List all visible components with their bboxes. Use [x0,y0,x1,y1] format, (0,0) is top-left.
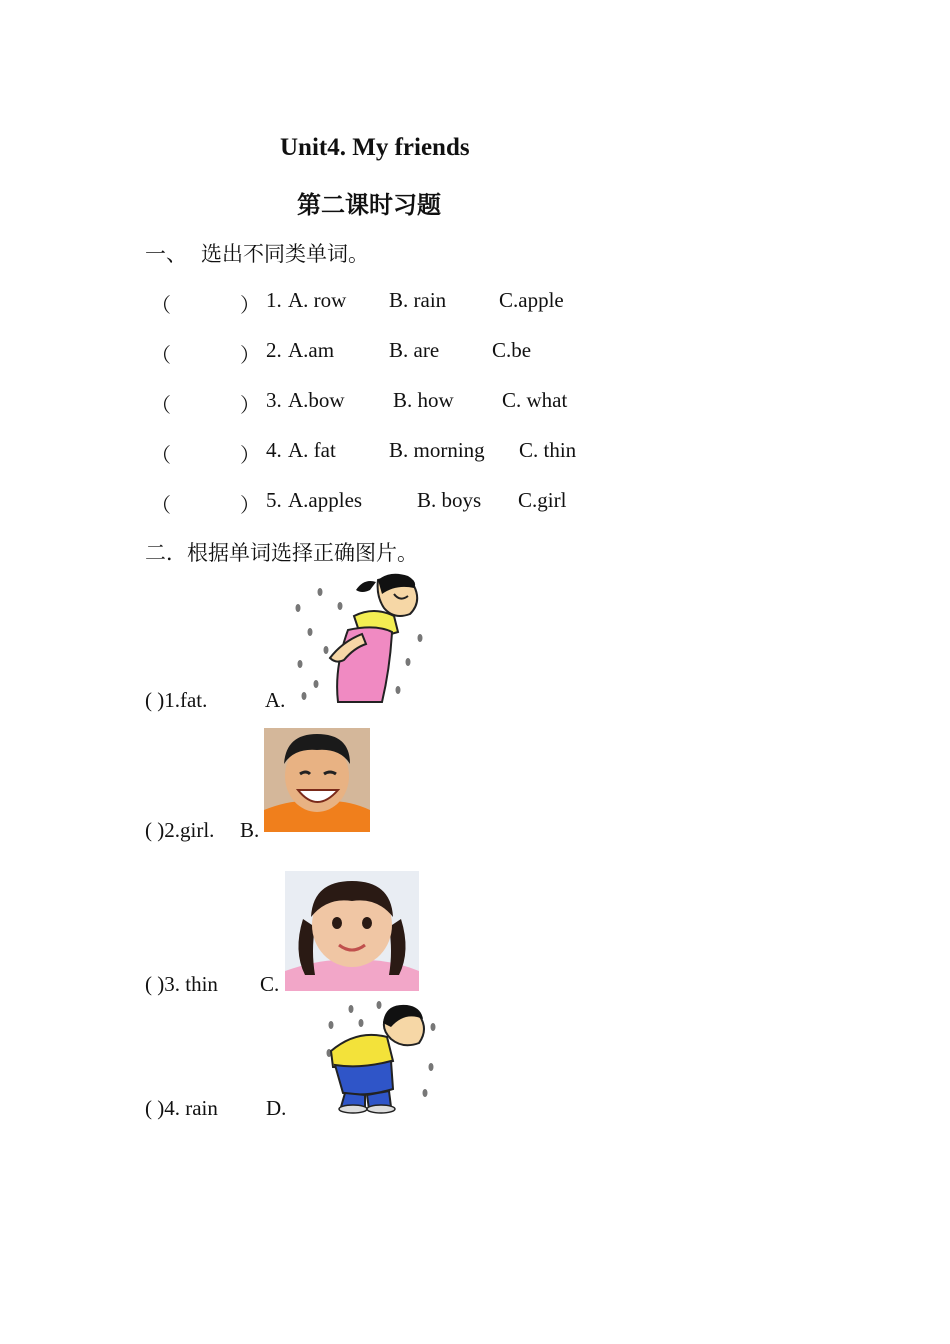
option-b: B. morning [389,438,485,462]
question-number: 4. [266,438,282,462]
option-a: A. row [288,288,347,312]
question-number: 1. [266,288,282,312]
match-question: ( )1.fat. [145,688,208,712]
match-question: ( )4. rain [145,1096,218,1120]
option-a: A.apples [288,488,363,512]
option-a: A.am [288,338,335,362]
answer-close-paren: ） [240,445,260,467]
match-letter: A. [265,688,286,712]
option-a: A.bow [288,388,345,412]
page-subtitle: 第二课时习题 [297,193,441,219]
section1-heading: 选出不同类单词。 [201,242,369,266]
option-c: C.apple [499,288,564,312]
answer-close-paren: ） [240,295,260,317]
answer-open-paren: （ [151,495,171,517]
section1-number: 一、 [145,242,187,266]
option-c: C.be [492,338,532,362]
girl-in-rain-image [290,572,438,708]
match-question: ( )2.girl. [145,818,215,842]
answer-open-paren: （ [151,395,171,417]
option-c: C. what [502,388,568,412]
option-b: B. are [389,338,440,362]
option-c: C. thin [519,438,577,462]
match-letter: B. [240,818,260,842]
answer-close-paren: ） [240,395,260,417]
smiling-boy-image [264,728,370,832]
option-c: C.girl [518,488,567,512]
girl-with-pigtails-image [285,871,419,991]
match-question: ( )3. thin [145,972,218,996]
question-number: 2. [266,338,282,362]
boy-in-rain-image [321,997,441,1115]
answer-close-paren: ） [240,345,260,367]
answer-close-paren: ） [240,495,260,517]
option-b: B. rain [389,288,447,312]
question-number: 5. [266,488,282,512]
match-letter: D. [266,1096,287,1120]
option-b: B. how [393,388,454,412]
page-title: Unit4. My friends [280,134,470,161]
match-letter: C. [260,972,280,996]
section2-heading: 二．根据单词选择正确图片。 [145,541,418,565]
option-a: A. fat [288,438,336,462]
answer-open-paren: （ [151,345,171,367]
option-b: B. boys [417,488,482,512]
answer-open-paren: （ [151,295,171,317]
answer-open-paren: （ [151,445,171,467]
question-number: 3. [266,388,282,412]
